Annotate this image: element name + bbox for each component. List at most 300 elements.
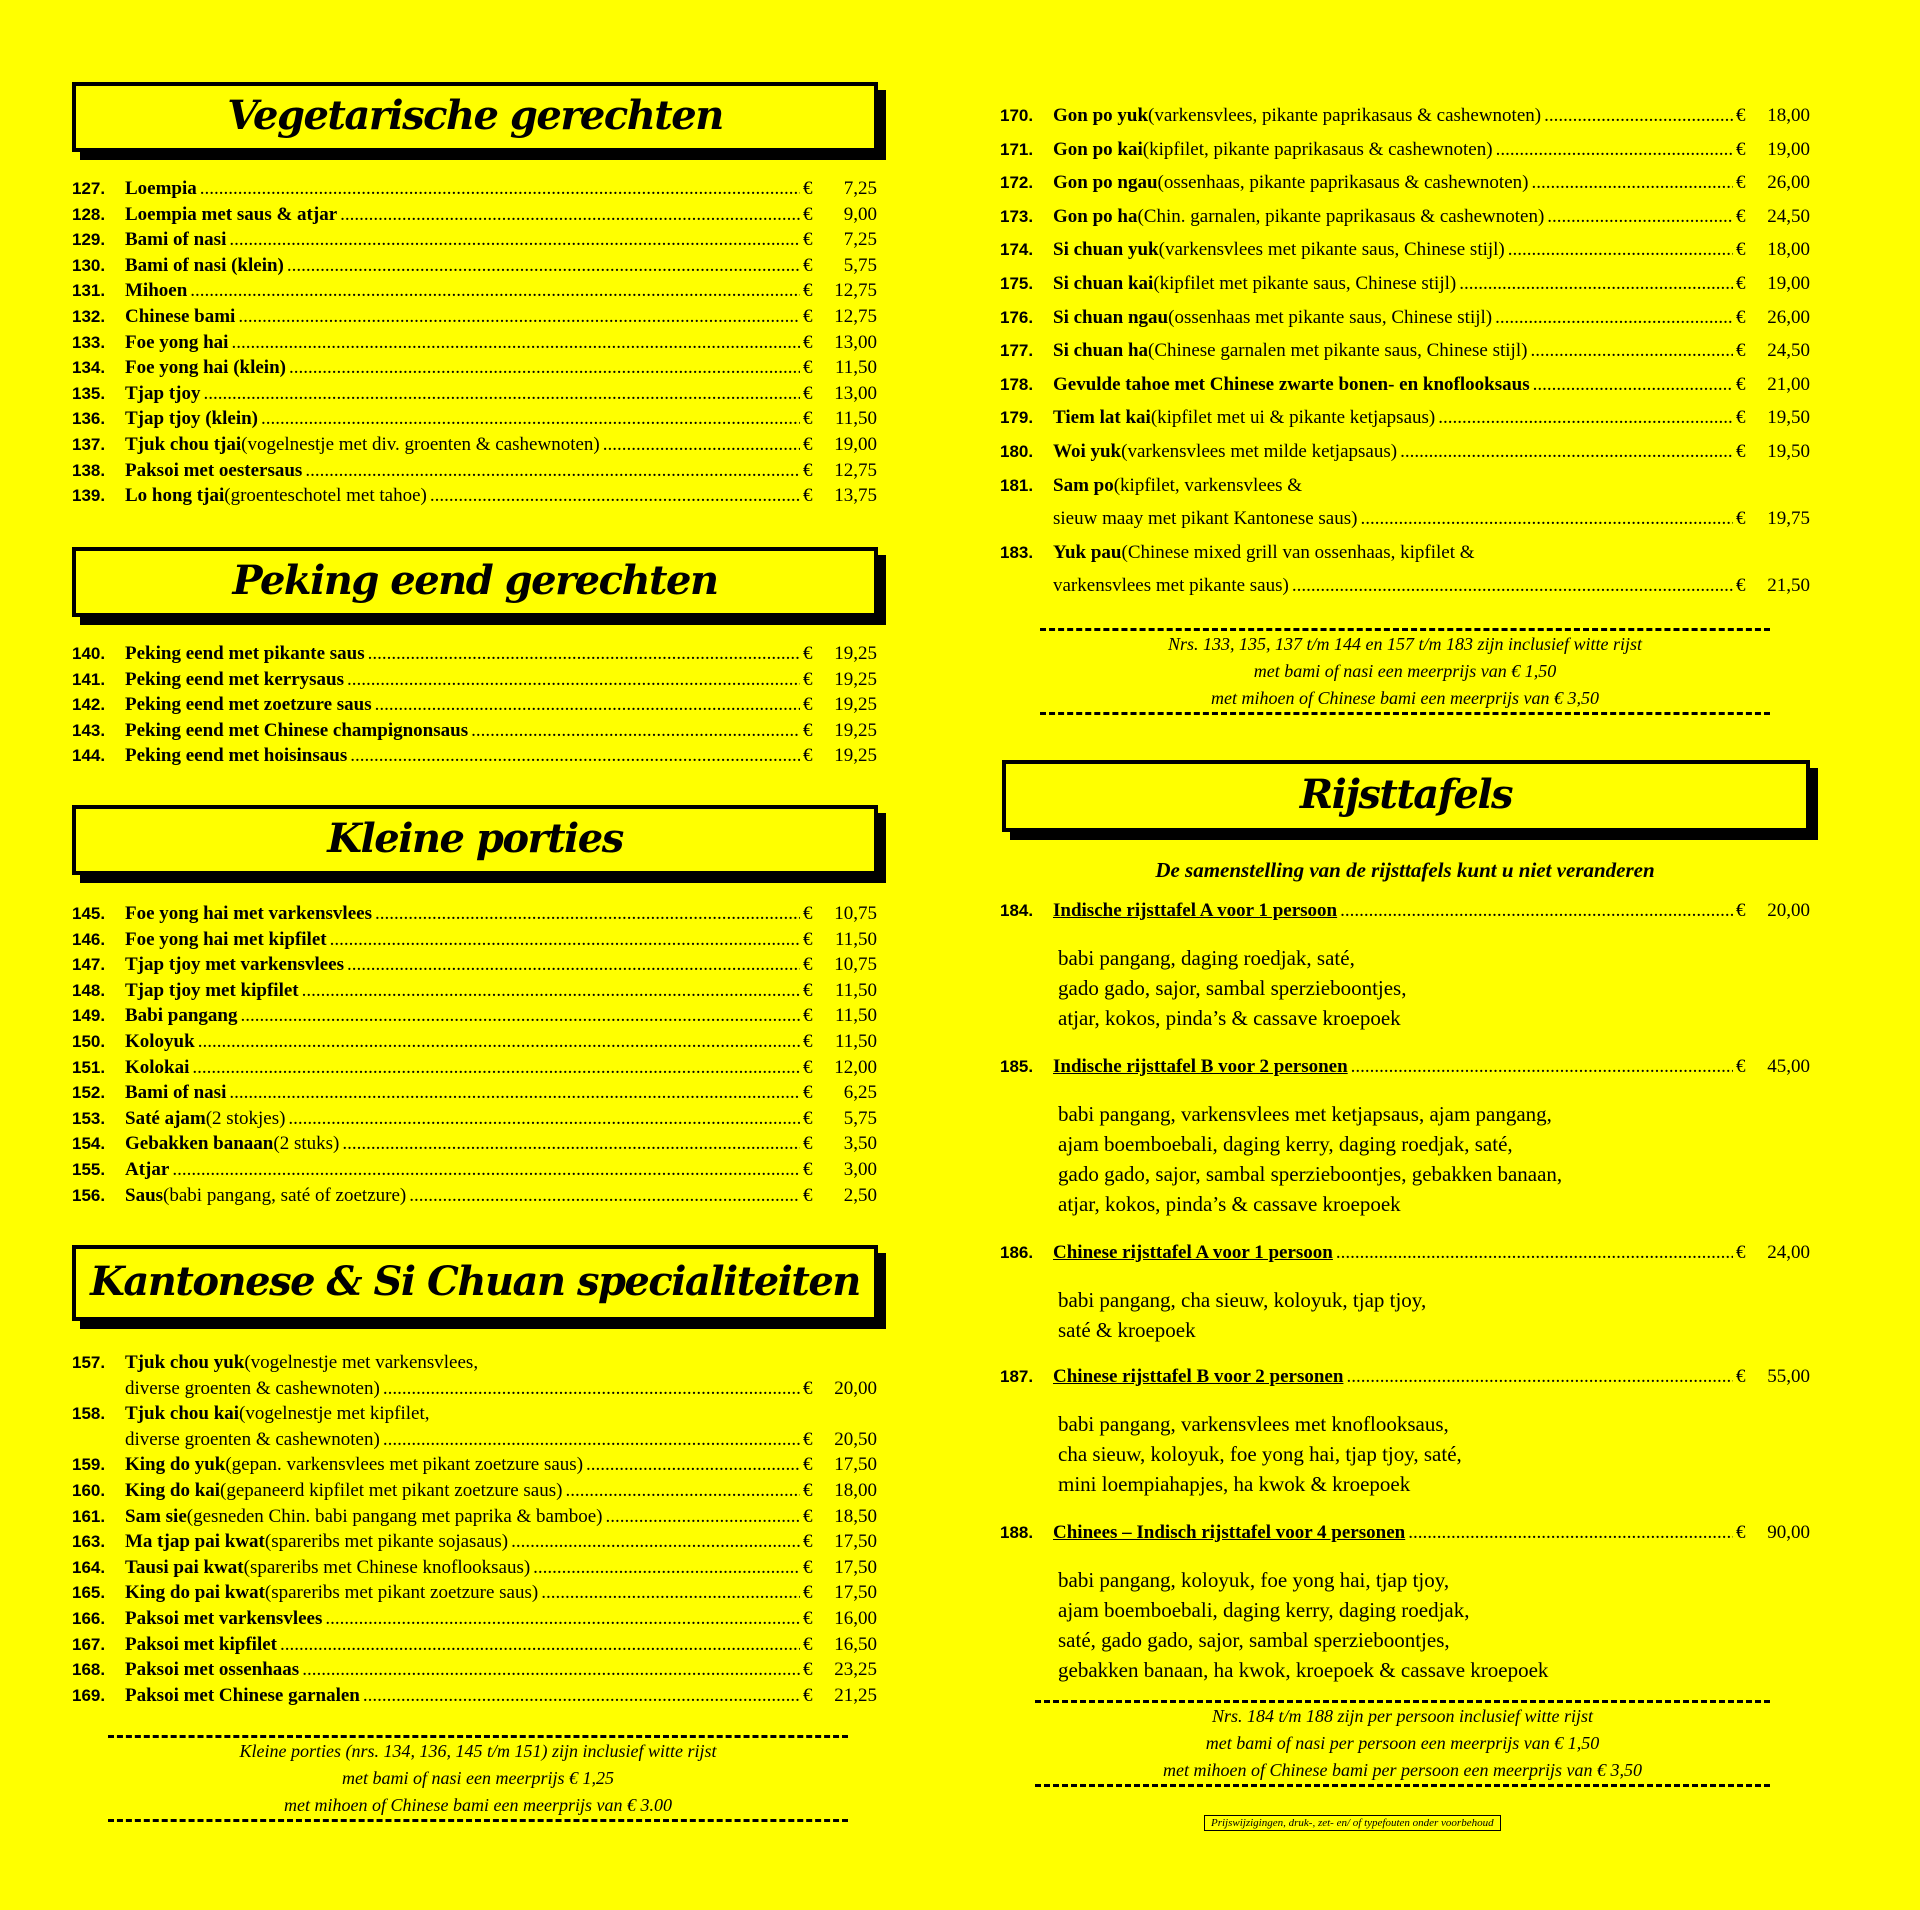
menu-item-continued: [1000, 575, 1810, 609]
item-description: (varkensvlees, pikante paprikasaus & cashewnoten): [1148, 105, 1542, 126]
rijsttafel-contents: [1058, 1565, 1810, 1685]
item-price: [1736, 139, 1810, 161]
item-name: Yuk pau: [1053, 541, 1122, 563]
price-value: 13,00: [834, 331, 877, 353]
leader-dots: [325, 1608, 800, 1630]
currency-symbol: €: [803, 1659, 813, 1681]
rijsttafel-item: [1000, 1056, 1810, 1219]
price-value: 12,75: [834, 305, 877, 327]
item-name: Peking eend met hoisinsaus: [125, 745, 348, 767]
price-value: 19,25: [834, 745, 877, 767]
price-value: 24,50: [1767, 340, 1810, 362]
price-value: 19,75: [1767, 508, 1810, 530]
leader-dots: [1292, 575, 1733, 597]
item-number: 139.: [72, 486, 106, 506]
rijsttafel-item: [1000, 1522, 1810, 1685]
item-price: [803, 204, 877, 226]
item-name: Babi pangang: [125, 1005, 238, 1027]
item-description: sieuw maay met pikant Kantonese saus): [1053, 508, 1358, 530]
item-name: Woi yuk: [1053, 440, 1122, 462]
rijsttafel-item: [1000, 900, 1810, 1033]
item-number: 136.: [72, 409, 106, 429]
leader-dots: [200, 178, 800, 200]
contents-line: cha sieuw, koloyuk, foe yong hai, tjap tjoy, saté,: [1058, 1442, 1462, 1466]
leader-dots: [1336, 1242, 1733, 1264]
currency-symbol: €: [803, 694, 813, 716]
item-price: [803, 1133, 877, 1155]
item-number: 186.: [1000, 1243, 1034, 1262]
item-number: 170.: [1000, 106, 1034, 125]
item-name: Paksoi met oestersaus: [125, 459, 303, 481]
item-price: [1736, 900, 1810, 922]
item-price: [803, 357, 877, 379]
leader-dots: [347, 669, 800, 691]
item-name: Loempia: [125, 178, 197, 199]
price-value: 90,00: [1767, 1522, 1810, 1543]
item-name: Kolokai: [125, 1056, 190, 1078]
item-price: [803, 694, 877, 716]
note-kleine-porties: [108, 1735, 848, 1822]
item-price: [1736, 1242, 1810, 1264]
item-price: [1736, 273, 1810, 295]
list-kantonese: [72, 1352, 877, 1710]
menu-item: [1000, 374, 1810, 408]
item-name: Sam po: [1053, 474, 1114, 496]
price-value: 5,75: [843, 254, 877, 276]
menu-item: [72, 1506, 877, 1532]
menu-item: [1000, 172, 1810, 206]
item-name: Bami of nasi (klein): [125, 254, 284, 276]
item-name: Paksoi met varkensvlees: [125, 1607, 323, 1629]
item-number: 155.: [72, 1159, 106, 1179]
currency-symbol: €: [1736, 1522, 1746, 1543]
price-value: 18,50: [834, 1505, 877, 1527]
price-value: 11,50: [834, 928, 877, 950]
item-name: Gon po yuk: [1053, 105, 1149, 126]
price-value: 20,00: [834, 1377, 877, 1399]
item-number: 148.: [72, 980, 106, 1000]
leader-dots: [603, 434, 800, 456]
price-value: 6,25: [843, 1082, 877, 1104]
rijsttafel-heading: [1000, 1242, 1810, 1275]
item-price: [803, 1531, 877, 1553]
menu-item: [1000, 542, 1810, 576]
item-name: Chinese rijsttafel B voor 2 personen: [1053, 1366, 1344, 1387]
price-value: 11,50: [834, 357, 877, 379]
item-description: (spareribs met Chinese knoflooksaus): [243, 1556, 531, 1578]
currency-symbol: €: [803, 459, 813, 481]
leader-dots: [565, 1480, 800, 1502]
item-price: [1736, 239, 1810, 261]
item-name: Gon po kai: [1053, 138, 1143, 160]
item-name: King do yuk: [125, 1454, 226, 1476]
list-vegetarisch: [72, 178, 877, 511]
item-price: [803, 383, 877, 405]
menu-item-continued: [72, 1378, 877, 1404]
currency-symbol: €: [803, 1082, 813, 1104]
price-value: 20,50: [834, 1428, 877, 1450]
item-price: [1736, 575, 1810, 597]
rijsttafel-contents: [1058, 943, 1810, 1033]
currency-symbol: €: [803, 1505, 813, 1527]
leader-dots: [347, 954, 800, 976]
note-specialiteiten: [1040, 628, 1770, 715]
price-value: 21,25: [834, 1684, 877, 1706]
item-number: 130.: [72, 255, 106, 275]
contents-line: ajam boemboebali, daging kerry, daging roedjak,: [1058, 1598, 1470, 1622]
item-name: Indische rijsttafel A voor 1 persoon: [1053, 900, 1338, 921]
item-number: 173.: [1000, 206, 1034, 226]
leader-dots: [302, 980, 800, 1002]
item-number: 169.: [72, 1685, 106, 1705]
item-number: 154.: [72, 1134, 106, 1154]
item-price: [803, 1454, 877, 1476]
leader-dots: [288, 1108, 800, 1130]
currency-symbol: €: [1736, 340, 1746, 362]
item-price: [803, 954, 877, 976]
price-value: 19,25: [834, 668, 877, 690]
currency-symbol: €: [1736, 306, 1746, 328]
price-value: 11,50: [834, 979, 877, 1001]
item-number: 175.: [1000, 273, 1034, 293]
menu-item: [72, 204, 877, 230]
leader-dots: [342, 1133, 800, 1155]
item-number: 129.: [72, 230, 106, 250]
item-name: Indische rijsttafel B voor 2 personen: [1053, 1056, 1348, 1077]
item-price: [803, 255, 877, 277]
currency-symbol: €: [803, 1133, 813, 1155]
leader-dots: [363, 1685, 800, 1707]
currency-symbol: €: [1736, 272, 1746, 294]
item-number: 174.: [1000, 240, 1034, 260]
leader-dots: [1360, 508, 1733, 530]
menu-item: [72, 1108, 877, 1134]
rijsttafel-contents: [1058, 1285, 1810, 1345]
currency-symbol: €: [803, 203, 813, 225]
item-price: [803, 1185, 877, 1207]
item-price: [803, 229, 877, 251]
item-name: Tjap tjoy: [125, 382, 201, 404]
leader-dots: [586, 1454, 800, 1476]
leader-dots: [302, 1659, 800, 1681]
item-price: [803, 1005, 877, 1027]
note-line: met mihoen of Chinese bami een meerprijs van € 3.00: [284, 1795, 672, 1815]
currency-symbol: €: [803, 979, 813, 1001]
item-number: 131.: [72, 281, 106, 301]
currency-symbol: €: [803, 1428, 813, 1450]
item-number: 152.: [72, 1083, 106, 1103]
leader-dots: [1533, 374, 1733, 396]
item-price: [803, 332, 877, 354]
menu-item: [72, 745, 877, 771]
currency-symbol: €: [803, 745, 813, 767]
item-description: (varkensvlees met pikante saus, Chinese stijl): [1158, 239, 1505, 261]
item-price: [803, 669, 877, 691]
leader-dots: [289, 357, 800, 379]
currency-symbol: €: [803, 1556, 813, 1578]
item-number: 181.: [1000, 475, 1034, 495]
price-value: 18,00: [1767, 239, 1810, 261]
item-price: [803, 929, 877, 951]
item-price: [1736, 407, 1810, 429]
rijsttafel-heading: [1000, 1056, 1810, 1089]
note-line: Nrs. 184 t/m 188 zijn per persoon inclusief witte rijst: [1211, 1706, 1593, 1726]
item-price: [803, 1082, 877, 1104]
item-number: 128.: [72, 204, 106, 224]
currency-symbol: €: [803, 408, 813, 430]
price-value: 21,50: [1767, 575, 1810, 597]
item-description: (ossenhaas, pikante paprikasaus & cashewnoten): [1157, 172, 1529, 194]
contents-line: atjar, kokos, pinda’s & cassave kroepoek: [1058, 1006, 1401, 1030]
contents-line: mini loempiahapjes, ha kwok & kroepoek: [1058, 1472, 1411, 1496]
menu-item: [72, 1659, 877, 1685]
currency-symbol: €: [803, 254, 813, 276]
leader-dots: [280, 1634, 800, 1656]
leader-dots: [305, 460, 800, 482]
currency-symbol: €: [803, 1107, 813, 1129]
currency-symbol: €: [803, 668, 813, 690]
item-number: 161.: [72, 1506, 106, 1526]
item-price: [803, 1378, 877, 1400]
item-name: Sam sie: [125, 1505, 187, 1527]
item-price: [1736, 307, 1810, 329]
currency-symbol: €: [803, 1607, 813, 1629]
currency-symbol: €: [803, 1056, 813, 1078]
leader-dots: [383, 1378, 800, 1400]
item-name: Tiem lat kai: [1053, 407, 1151, 429]
currency-symbol: €: [803, 1184, 813, 1206]
item-description: (vogelnestje met varkensvlees,: [244, 1352, 479, 1373]
price-value: 11,50: [834, 1005, 877, 1027]
item-number: 177.: [1000, 341, 1034, 361]
menu-item: [1000, 239, 1810, 273]
rijsttafel-contents: [1058, 1099, 1810, 1219]
item-number: 156.: [72, 1185, 106, 1205]
item-number: 127.: [72, 179, 106, 198]
leader-dots: [430, 485, 800, 507]
item-name: Peking eend met kerrysaus: [125, 668, 345, 690]
currency-symbol: €: [1736, 172, 1746, 194]
item-number: 150.: [72, 1031, 106, 1051]
menu-item: [72, 1185, 877, 1211]
item-price: [803, 1057, 877, 1079]
item-number: 166.: [72, 1608, 106, 1628]
item-name: Saté ajam: [125, 1107, 206, 1129]
leader-dots: [1496, 139, 1733, 161]
item-name: Chinees – Indisch rijsttafel voor 4 personen: [1053, 1522, 1406, 1543]
leader-dots: [350, 745, 800, 767]
currency-symbol: €: [1736, 508, 1746, 530]
item-description: (gepaneerd kipfilet met pikant zoetzure saus): [220, 1479, 563, 1501]
menu-item: [72, 434, 877, 460]
currency-symbol: €: [1736, 105, 1746, 126]
price-value: 24,50: [1767, 205, 1810, 227]
item-name: Si chuan ngau: [1053, 306, 1169, 328]
item-description: (babi pangang, saté of zoetzure): [163, 1184, 407, 1206]
item-name: Peking eend met pikante saus: [125, 643, 365, 664]
price-value: 19,00: [834, 433, 877, 455]
contents-line: gado gado, sajor, sambal sperzieboontjes, gebakken banaan,: [1058, 1162, 1563, 1186]
leader-dots: [1547, 206, 1733, 228]
menu-item: [72, 306, 877, 332]
contents-line: babi pangang, varkensvlees met ketjapsaus, ajam pangang,: [1058, 1102, 1552, 1126]
leader-dots: [409, 1185, 800, 1207]
item-name: Atjar: [125, 1158, 170, 1180]
price-value: 19,25: [834, 694, 877, 716]
currency-symbol: €: [803, 229, 813, 251]
item-name: Foe yong hai (klein): [125, 357, 286, 379]
item-name: Saus: [125, 1184, 164, 1206]
leader-dots: [203, 383, 800, 405]
leader-dots: [1408, 1522, 1733, 1544]
item-name: Peking eend met Chinese champignonsaus: [125, 719, 469, 741]
currency-symbol: €: [803, 1531, 813, 1553]
menu-item: [1000, 139, 1810, 173]
currency-symbol: €: [1736, 575, 1746, 597]
item-price: [803, 720, 877, 742]
currency-symbol: €: [1736, 407, 1746, 429]
rijsttafel-heading: [1000, 900, 1810, 933]
item-description: diverse groenten & cashewnoten): [125, 1428, 380, 1450]
item-number: 149.: [72, 1006, 106, 1026]
item-number: 146.: [72, 929, 106, 949]
item-price: [1736, 172, 1810, 194]
item-name: Gon po ha: [1053, 205, 1138, 227]
menu-item: [72, 1557, 877, 1583]
currency-symbol: €: [803, 903, 813, 924]
leader-dots: [229, 1082, 800, 1104]
contents-line: atjar, kokos, pinda’s & cassave kroepoek: [1058, 1192, 1401, 1216]
price-value: 21,00: [1767, 373, 1810, 395]
currency-symbol: €: [803, 1005, 813, 1027]
leader-dots: [330, 929, 800, 951]
item-number: 138.: [72, 460, 106, 480]
leader-dots: [1340, 900, 1733, 922]
menu-item: [72, 929, 877, 955]
item-name: Tjap tjoy met kipfilet: [125, 979, 299, 1001]
price-value: 7,25: [843, 178, 877, 199]
item-number: 187.: [1000, 1367, 1034, 1386]
item-name: Mihoen: [125, 280, 188, 302]
menu-item-continued: [72, 1429, 877, 1455]
item-price: [803, 1159, 877, 1181]
item-name: Ma tjap pai kwat: [125, 1531, 265, 1553]
price-value: 17,50: [834, 1531, 877, 1553]
currency-symbol: €: [1736, 440, 1746, 462]
item-name: Peking eend met zoetzure saus: [125, 694, 372, 716]
item-description: (gesneden Chin. babi pangang met paprika & bamboe): [186, 1505, 603, 1527]
item-description: (groenteschotel met tahoe): [224, 485, 427, 507]
item-price: [803, 1685, 877, 1707]
menu-item: [72, 357, 877, 383]
divider: [1035, 1784, 1770, 1787]
item-price: [803, 745, 877, 767]
contents-line: ajam boemboebali, daging kerry, daging roedjak, saté,: [1058, 1132, 1513, 1156]
menu-item: [72, 954, 877, 980]
currency-symbol: €: [803, 178, 813, 199]
menu-item: [1000, 475, 1810, 509]
note-line: met bami of nasi een meerprijs € 1,25: [342, 1768, 614, 1788]
currency-symbol: €: [803, 382, 813, 404]
currency-symbol: €: [1736, 205, 1746, 227]
item-description: varkensvlees met pikante saus): [1053, 575, 1289, 597]
item-price: [803, 1506, 877, 1528]
item-description: diverse groenten & cashewnoten): [125, 1377, 380, 1399]
item-price: [803, 903, 877, 925]
item-name: Tjuk chou tjai: [125, 433, 242, 455]
menu-item: [72, 383, 877, 409]
item-description: (kipfilet, pikante paprikasaus & cashewnoten): [1142, 138, 1493, 160]
item-number: 144.: [72, 746, 106, 766]
price-value: 12,75: [834, 280, 877, 302]
menu-item: [72, 460, 877, 486]
price-value: 19,50: [1767, 407, 1810, 429]
item-name: Paksoi met kipfilet: [125, 1633, 277, 1655]
price-value: 13,75: [834, 485, 877, 507]
currency-symbol: €: [1736, 138, 1746, 160]
price-value: 26,00: [1767, 172, 1810, 194]
leader-dots: [1495, 307, 1733, 329]
currency-symbol: €: [803, 1454, 813, 1476]
price-value: 12,00: [834, 1056, 877, 1078]
leader-dots: [541, 1582, 800, 1604]
item-name: Tjap tjoy met varkensvlees: [125, 954, 344, 976]
menu-item: [72, 643, 877, 669]
leader-dots: [1508, 239, 1733, 261]
leader-dots: [375, 903, 800, 925]
item-description: (vogelnestje met div. groenten & cashewnoten): [241, 433, 600, 455]
item-number: 143.: [72, 720, 106, 740]
item-price: [1736, 1522, 1810, 1544]
note-line: met bami of nasi een meerprijs van € 1,50: [1253, 661, 1557, 681]
menu-item: [72, 1634, 877, 1660]
item-number: 178.: [1000, 374, 1034, 394]
rijsttafel-item: [1000, 1242, 1810, 1345]
menu-item: [72, 280, 877, 306]
price-value: 19,25: [834, 643, 877, 664]
menu-item: [1000, 407, 1810, 441]
leader-dots: [1351, 1056, 1733, 1078]
item-number: 153.: [72, 1108, 106, 1128]
item-number: 183.: [1000, 542, 1034, 562]
leader-dots: [606, 1506, 800, 1528]
price-value: 16,00: [834, 1607, 877, 1629]
item-name: Si chuan ha: [1053, 340, 1149, 362]
price-value: 19,00: [1767, 272, 1810, 294]
item-price: [1736, 508, 1810, 530]
item-number: 163.: [72, 1532, 106, 1552]
item-price: [803, 1608, 877, 1630]
price-value: 7,25: [843, 229, 877, 251]
note-line: met mihoen of Chinese bami per persoon een meerprijs van € 3,50: [1163, 1760, 1642, 1780]
price-value: 18,00: [1767, 105, 1810, 126]
item-number: 147.: [72, 955, 106, 975]
item-number: 142.: [72, 695, 106, 715]
price-value: 19,25: [834, 719, 877, 741]
currency-symbol: €: [1736, 239, 1746, 261]
menu-item: [72, 1352, 877, 1378]
leader-dots: [287, 255, 800, 277]
item-description: (2 stuks): [273, 1133, 340, 1155]
price-value: 13,00: [834, 382, 877, 404]
leader-dots: [198, 1031, 800, 1053]
item-description: (Chinese mixed grill van ossenhaas, kipfilet &: [1121, 541, 1475, 563]
menu-item: [72, 408, 877, 434]
contents-line: babi pangang, varkensvlees met knoflooksaus,: [1058, 1412, 1449, 1436]
item-name: Gebakken banaan: [125, 1133, 274, 1155]
menu-item: [72, 1159, 877, 1185]
currency-symbol: €: [803, 357, 813, 379]
